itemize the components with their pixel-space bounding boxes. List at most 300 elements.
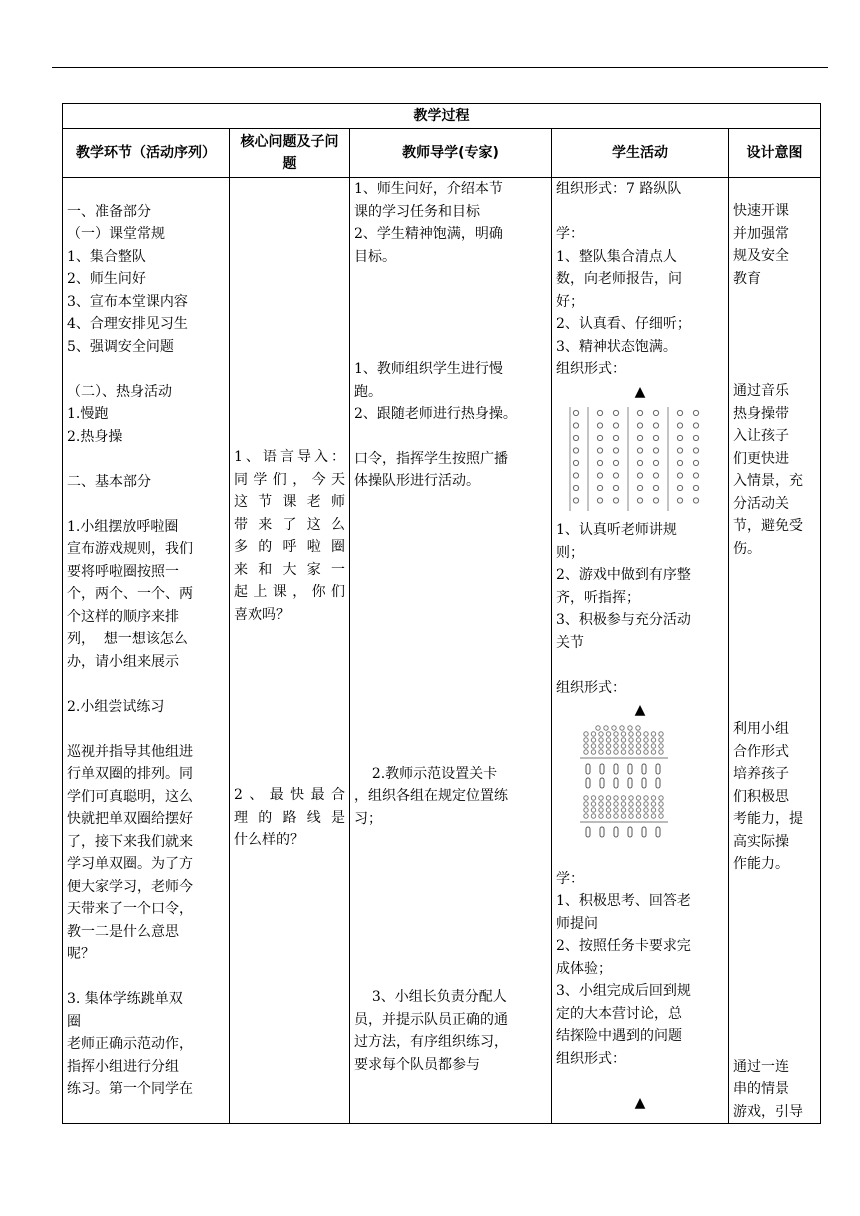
activity-lines (67, 178, 225, 1101)
col1-lines-line: 指挥小组进行分组 (67, 1058, 179, 1075)
guide-group-leader (354, 986, 547, 1076)
hoop-station (656, 827, 660, 837)
student-marker (636, 795, 640, 799)
col1-lines-line: 3. 集体学练跳单双 (67, 991, 183, 1007)
section-title: 教学过程 (63, 104, 821, 129)
col4-b-line: 齐，听指挥； (556, 589, 640, 606)
header-activity-sequence: 教学环节（活动序列） (63, 129, 230, 178)
student-marker (651, 737, 655, 741)
hoop-station (656, 778, 660, 788)
col5-a-line: 规及安全 (733, 248, 789, 264)
col4-a-line: 3、精神状态饱满。 (556, 338, 677, 355)
col3-b-line: 跑。 (354, 383, 382, 400)
student-marker (599, 743, 603, 747)
hoop-station (656, 764, 660, 774)
student-marker (584, 737, 588, 741)
student-marker (596, 725, 600, 729)
student-marker (653, 473, 658, 478)
student-marker (659, 795, 663, 799)
col1-lines-line: 了，接下来我们就来 (67, 833, 193, 850)
student-marker (606, 807, 610, 811)
student-marker (606, 801, 610, 805)
student-marker (653, 435, 658, 440)
hoop-station (642, 764, 646, 774)
col4-b-line: 关节 (556, 634, 584, 651)
cell-teacher-guide (350, 178, 552, 1124)
student-marker (653, 498, 658, 503)
col2-q1-line: 同学们，今天 (234, 471, 345, 488)
student-marker (620, 725, 624, 729)
student-marker (597, 485, 602, 490)
guide-command (354, 448, 547, 493)
student-marker (644, 737, 648, 741)
student-marker (614, 737, 618, 741)
student-marker (693, 473, 698, 478)
col4-a-line: 好； (556, 293, 584, 310)
col1-lines-line: 个，两个、一个、两 (67, 586, 193, 602)
student-marker (584, 807, 588, 811)
student-marker (629, 749, 633, 753)
col1-lines-line: 1、集合整队 (67, 248, 146, 265)
student-marker (651, 813, 655, 817)
col1-lines-line (67, 718, 225, 741)
col3-e-line: 过方法，有序组织练习， (354, 1034, 508, 1050)
student-marker (653, 410, 658, 415)
student-marker (597, 473, 602, 478)
col4-c-line: 成体验； (556, 960, 612, 977)
col1-lines-line: 2、师生问好 (67, 271, 146, 287)
student-marker (659, 743, 663, 747)
student-marker (637, 423, 642, 428)
question-intro (234, 446, 345, 626)
student-marker (677, 473, 682, 478)
student-marker (659, 807, 663, 811)
col1-lines-line: 快就把单双圈给摆好 (67, 811, 193, 827)
student-marker (636, 725, 640, 729)
student-marker (591, 731, 595, 735)
col4-b-line: 组织形式： (556, 679, 626, 696)
student-marker (613, 460, 618, 465)
student-exploration (556, 868, 724, 1071)
col1-lines-line: 1.小组摆放呼啦圈 (67, 518, 179, 535)
col1-lines-line: 老师正确示范动作， (67, 1036, 193, 1052)
student-marker (637, 410, 642, 415)
cell-design-intent (729, 178, 821, 1124)
col5-b-line: 热身操带 (733, 405, 789, 422)
col5-b-line: 们更快进 (733, 450, 789, 467)
student-marker (677, 498, 682, 503)
col4-a-line (556, 201, 724, 224)
col4-b-line: 2、游戏中做到有序整 (556, 567, 691, 583)
student-marker (644, 795, 648, 799)
student-marker (614, 795, 618, 799)
student-marker (659, 813, 663, 817)
header-core-question: 核心问题及子问题 (230, 129, 350, 178)
hoop-station (600, 827, 604, 837)
hoop-station (586, 764, 590, 774)
student-marker (693, 423, 698, 428)
student-marker (612, 725, 616, 729)
col4-a-line: 数，向老师报告，问 (556, 271, 682, 287)
col2-q1-line: 来和大家一 (234, 561, 345, 578)
student-marker (606, 813, 610, 817)
student-marker (597, 460, 602, 465)
student-marker (629, 795, 633, 799)
student-assembly (556, 178, 724, 381)
student-marker (604, 725, 608, 729)
col1-lines-line: 4、合理安排见习生 (67, 316, 188, 332)
col5-a-line: 并加强常 (733, 225, 789, 242)
col3-d-line: 2.教师示范设置关卡 (354, 765, 498, 782)
student-marker (614, 801, 618, 805)
col5-a-line: 教育 (733, 270, 761, 287)
student-marker (599, 795, 603, 799)
col5-b-line: 通过音乐 (733, 383, 789, 399)
col1-lines-line: 教一二是什么意思 (67, 923, 179, 940)
col1-lines-line: 学习单双圈。为了方 (67, 856, 193, 872)
student-marker (591, 737, 595, 741)
student-marker (614, 731, 618, 735)
col4-c-line: 3、小组完成后回到规 (556, 983, 691, 999)
col1-lines-line: （二）、热身活动 (67, 383, 172, 400)
student-marker (636, 731, 640, 735)
col3-c-line: 口令，指挥学生按照广播 (354, 450, 508, 467)
col3-a-line: 2、学生精神饱满，明确 (354, 226, 503, 242)
student-marker (636, 801, 640, 805)
col4-c-line: 组织形式： (556, 1050, 626, 1067)
col2-q1-line: 喜欢吗？ (234, 606, 290, 623)
student-marker (613, 485, 618, 490)
student-marker (693, 498, 698, 503)
col4-c-line: 2、按照任务卡要求完 (556, 938, 691, 954)
student-marker (637, 473, 642, 478)
student-marker (584, 749, 588, 753)
student-marker (573, 460, 578, 465)
col1-lines-line: 一、准备部分 (67, 203, 151, 220)
student-marker (628, 725, 632, 729)
intent-scenario-games (733, 1056, 816, 1124)
col4-a-line: 组织形式：7 路纵队 (556, 181, 682, 197)
student-marker (591, 813, 595, 817)
hoop-station (600, 764, 604, 774)
student-marker (614, 807, 618, 811)
col3-a-line: 目标。 (354, 248, 396, 265)
col3-e-line: 3、小组长负责分配人 (354, 989, 507, 1005)
col5-c-line: 考能力，提 (733, 811, 803, 827)
col1-lines-line (67, 673, 225, 696)
student-marker (629, 807, 633, 811)
hoop-station (586, 778, 590, 788)
student-marker (651, 743, 655, 747)
teacher-position-triangle-3: ▲ (634, 1095, 646, 1111)
teacher-position-triangle-2: ▲ (634, 702, 646, 718)
student-marker (599, 813, 603, 817)
col5-c-line: 们积极思 (733, 788, 789, 805)
col1-lines-line: 便大家学习，老师今 (67, 878, 193, 895)
hoop-station (628, 827, 632, 837)
student-marker (606, 749, 610, 753)
student-marker (599, 807, 603, 811)
hoop-station (628, 764, 632, 774)
student-marker (613, 473, 618, 478)
student-marker (659, 737, 663, 741)
student-marker (621, 731, 625, 735)
student-marker (677, 435, 682, 440)
student-marker (573, 410, 578, 415)
student-marker (651, 807, 655, 811)
col5-d-line: 通过一连 (733, 1058, 789, 1075)
student-marker (677, 485, 682, 490)
student-marker (597, 423, 602, 428)
col3-e-line: 要求每个队员都参与 (354, 1056, 480, 1073)
col1-lines-line: 个这样的顺序来排 (67, 608, 179, 625)
student-marker (653, 448, 658, 453)
student-marker (651, 731, 655, 735)
student-marker (621, 813, 625, 817)
hoop-station (614, 764, 618, 774)
student-marker (591, 795, 595, 799)
hoop-station (628, 778, 632, 788)
student-marker (591, 807, 595, 811)
student-marker (629, 743, 633, 747)
col3-c-line: 体操队形进行活动。 (354, 473, 480, 489)
student-marker (653, 423, 658, 428)
col1-lines-line: 办，请小组来展示 (67, 653, 179, 670)
col1-lines-line (67, 178, 225, 201)
col1-lines-line: 2.小组尝试练习 (67, 698, 165, 715)
col2-q1-line: 多的呼啦圈 (234, 539, 345, 555)
student-marker (693, 460, 698, 465)
student-marker (629, 801, 633, 805)
student-marker (651, 795, 655, 799)
student-marker (573, 423, 578, 428)
col5-c-line: 培养孩子 (733, 766, 789, 782)
student-marker (629, 813, 633, 817)
student-marker (614, 743, 618, 747)
col3-a-line: 课的学习任务和目标 (354, 203, 480, 220)
student-marker (644, 813, 648, 817)
col5-b-line: 伤。 (733, 540, 761, 557)
student-marker (693, 410, 698, 415)
col4-c-line: 1、积极思考、回答老 (556, 893, 691, 909)
col4-a-line: 学： (556, 226, 584, 242)
col5-d-line: 游戏，引导 (733, 1103, 803, 1120)
student-marker (599, 731, 603, 735)
student-marker (677, 448, 682, 453)
col5-c-line: 合作形式 (733, 743, 789, 760)
col4-a-line: 2、认真看、仔细听； (556, 316, 691, 332)
col4-b-line: 则； (556, 544, 584, 561)
col1-lines-line: 5、强调安全问题 (67, 338, 174, 355)
student-marker (693, 448, 698, 453)
col1-lines-line: 列， 想一想该怎么 (67, 631, 188, 647)
col5-c-line: 高实际操 (733, 833, 789, 850)
student-marker (629, 737, 633, 741)
col1-lines-line: 1.慢跑 (67, 406, 109, 422)
col5-c-line: 作能力。 (733, 856, 789, 872)
col4-c-line: 定的大本营讨论，总 (556, 1005, 682, 1022)
col1-lines-line: 宣布游戏规则，我们 (67, 541, 193, 557)
col1-lines-line: 天带来了一个口令， (67, 901, 193, 917)
student-marker (677, 423, 682, 428)
student-marker (584, 813, 588, 817)
student-marker (599, 749, 603, 753)
col1-lines-line: 要将呼啦圈按照一 (67, 563, 179, 580)
student-marker (591, 801, 595, 805)
col1-lines-line: 行单双圈的排列。同 (67, 766, 193, 782)
col5-c-line: 利用小组 (733, 721, 789, 737)
col5-b-line: 分活动关 (733, 495, 789, 512)
student-marker (644, 801, 648, 805)
col1-lines-line: 学们可真聪明，这么 (67, 788, 193, 805)
col4-b-line (556, 654, 724, 677)
student-marker (584, 795, 588, 799)
student-marker (597, 435, 602, 440)
col2-q2-line: 2、最快最合 (234, 787, 345, 803)
teacher-position-triangle: ▲ (634, 383, 646, 400)
hoop-station (586, 827, 590, 837)
student-marker (677, 460, 682, 465)
student-marker (659, 749, 663, 753)
cell-student-activity (552, 178, 729, 1124)
student-marker (606, 743, 610, 747)
col1-lines-line: 二、基本部分 (67, 473, 151, 490)
col4-b-line: 1、认真听老师讲规 (556, 522, 677, 538)
student-marker (573, 435, 578, 440)
student-marker (636, 807, 640, 811)
header-design-intent: 设计意图 (729, 129, 821, 178)
question-route (234, 784, 345, 852)
student-marker (599, 801, 603, 805)
hoop-station (614, 827, 618, 837)
student-marker (599, 737, 603, 741)
student-marker (636, 743, 640, 747)
col1-lines-line: 圈 (67, 1013, 81, 1030)
student-marker (659, 731, 663, 735)
student-marker (621, 807, 625, 811)
student-rules (556, 519, 724, 699)
student-marker (621, 749, 625, 753)
student-marker (613, 423, 618, 428)
student-marker (613, 448, 618, 453)
student-marker (584, 731, 588, 735)
hoop-station (642, 778, 646, 788)
header-student-activity: 学生活动 (552, 129, 729, 178)
cell-activity-sequence (63, 178, 230, 1124)
student-marker (613, 435, 618, 440)
student-marker (584, 801, 588, 805)
student-marker (629, 731, 633, 735)
col3-e-line: 员，并提示队员正确的通 (354, 1011, 508, 1028)
col3-b-line: 1、教师组织学生进行慢 (354, 361, 503, 377)
student-marker (644, 807, 648, 811)
col2-q1-line: 带来了这么 (234, 516, 345, 533)
student-marker (621, 743, 625, 747)
col5-a-line: 快速开课 (733, 203, 789, 219)
student-marker (659, 801, 663, 805)
student-marker (637, 435, 642, 440)
intent-warmup (733, 380, 816, 560)
student-marker (644, 743, 648, 747)
student-marker (637, 460, 642, 465)
student-marker (653, 485, 658, 490)
col4-a-line: 1、整队集合清点人 (556, 248, 677, 265)
col1-lines-line: 3、宣布本堂课内容 (67, 293, 188, 310)
hoop-station (600, 778, 604, 788)
student-marker (636, 813, 640, 817)
col1-lines-line (67, 966, 225, 989)
student-marker (573, 485, 578, 490)
col1-lines-line: 巡视并指导其他组进 (67, 743, 193, 760)
student-marker (644, 749, 648, 753)
student-marker (573, 448, 578, 453)
student-marker (597, 448, 602, 453)
intent-cooperation (733, 718, 816, 876)
col3-d-line: ，组织各组在规定位置练 (354, 788, 508, 804)
student-marker (606, 737, 610, 741)
col2-q2-line: 理的路线是 (234, 809, 345, 826)
hoop-station (642, 827, 646, 837)
header-teacher-guide: 教师导学(专家) (350, 129, 552, 178)
col1-lines-line (67, 358, 225, 381)
formation-seven-columns-diagram (556, 405, 724, 515)
student-marker (614, 749, 618, 753)
col5-b-line: 入让孩子 (733, 428, 789, 444)
guide-warmup (354, 358, 547, 426)
student-marker (677, 410, 682, 415)
col3-d-line: 习； (354, 810, 382, 827)
hoop-station (614, 778, 618, 788)
student-marker (693, 485, 698, 490)
col1-lines-line: 呢？ (67, 946, 95, 962)
student-marker (621, 801, 625, 805)
student-marker (621, 795, 625, 799)
formation-hoop-stations-diagram (556, 724, 724, 840)
col3-a-line: 1、师生问好，介绍本节 (354, 181, 503, 197)
cell-core-question (230, 178, 350, 1124)
col4-c-line: 师提问 (556, 915, 598, 932)
student-marker (651, 801, 655, 805)
student-marker (637, 485, 642, 490)
col4-c-line: 学： (556, 870, 584, 887)
col2-q2-line: 什么样的？ (234, 832, 304, 848)
student-marker (573, 498, 578, 503)
col5-b-line: 入情景，充 (733, 473, 803, 489)
student-marker (651, 749, 655, 753)
col4-c-line: 结探险中遇到的问题 (556, 1028, 682, 1044)
student-marker (653, 460, 658, 465)
col2-q1-line: 这节课老师 (234, 494, 345, 510)
student-marker (606, 795, 610, 799)
col4-b-line: 3、积极参与充分活动 (556, 612, 691, 628)
student-marker (644, 731, 648, 735)
student-marker (597, 498, 602, 503)
col1-lines-line (67, 448, 225, 471)
guide-demonstration (354, 763, 547, 831)
student-marker (591, 749, 595, 753)
student-marker (613, 410, 618, 415)
col1-lines-line: （一）课堂常规 (67, 226, 165, 242)
col5-d-line: 串的情景 (733, 1081, 789, 1097)
student-marker (584, 743, 588, 747)
col3-b-line: 2、跟随老师进行热身操。 (354, 406, 517, 422)
col1-lines-line: 2.热身操 (67, 428, 123, 445)
student-marker (606, 731, 610, 735)
col5-b-line: 节，避免受 (733, 518, 803, 534)
student-marker (636, 749, 640, 753)
student-marker (621, 737, 625, 741)
student-marker (614, 813, 618, 817)
